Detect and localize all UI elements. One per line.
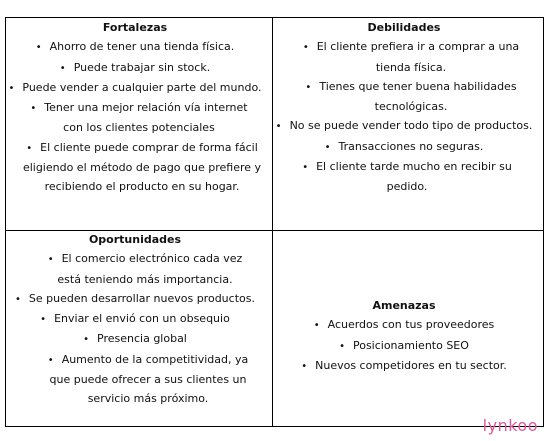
list-item: • Tener una mejor relación vía internet con los clientes potenciales <box>30 101 248 135</box>
list-item: • Se pueden desarrollar nuevos productos. <box>15 291 255 305</box>
fortalezas-list <box>8 37 262 196</box>
list-item: • Transacciones no seguras. <box>324 139 484 153</box>
bullet-icon: • <box>339 340 345 352</box>
fortalezas-quadrant <box>8 18 262 197</box>
list-item: • Enviar el envió con un obsequio <box>40 312 230 326</box>
list-item: • No se puede vender todo tipo de productos. <box>275 119 533 133</box>
bullet-icon: • <box>302 42 309 54</box>
bullet-icon: • <box>8 82 15 94</box>
list-item: • Nuevos competidores en tu sector. <box>301 358 507 372</box>
list-item: • El cliente puede comprar de forma fácil eligiendo el método de pago que prefiere y recibiendo el producto en su hogar. <box>22 140 262 194</box>
bullet-icon: • <box>305 81 312 93</box>
bullet-icon: • <box>40 314 47 326</box>
bullet-icon: • <box>301 360 308 372</box>
fortalezas-title: Fortalezas <box>102 21 168 34</box>
amenazas-title: Amenazas <box>372 299 436 312</box>
list-item: • Tienes que tener buena habilidades tecnológicas. <box>305 79 517 114</box>
debilidades-quadrant <box>275 18 533 197</box>
bullet-icon: • <box>83 334 90 346</box>
list-item: • Puede trabajar sin stock. <box>59 60 211 74</box>
list-item: • Aumento de la competitividad, ya que puede ofrecer a sus clientes un servicio más próximo. <box>47 352 249 406</box>
list-item: • Acuerdos con tus proveedores <box>313 318 495 332</box>
vertical-divider <box>272 18 273 426</box>
list-item: • El cliente tarde mucho en recibir su pedido. <box>302 160 512 194</box>
list-item: • Presencia global <box>83 332 187 346</box>
bullet-icon: • <box>275 121 282 133</box>
bullet-icon: • <box>59 62 66 74</box>
list-item: • Posicionamiento SEO <box>339 338 469 352</box>
bullet-icon: • <box>26 142 33 154</box>
oportunidades-list <box>8 249 262 408</box>
list-item: • Puede vender a cualquier parte del mundo. <box>8 80 262 94</box>
oportunidades-title: Oportunidades <box>88 233 182 246</box>
list-item: • El cliente prefiera ir a comprar a una tienda física. <box>302 40 520 74</box>
bullet-icon: • <box>35 42 42 54</box>
debilidades-list <box>275 37 533 196</box>
lynkoo-logo: lynkoo <box>482 416 538 435</box>
list-item: • Ahorro de tener una tienda física. <box>35 40 235 54</box>
list-item: • El comercio electrónico cada vez está teniendo más importancia. <box>47 252 243 286</box>
bullet-icon: • <box>324 141 331 153</box>
bullet-icon: • <box>313 320 320 332</box>
bullet-icon: • <box>302 162 309 174</box>
bullet-icon: • <box>47 354 54 366</box>
oportunidades-quadrant <box>8 230 262 409</box>
debilidades-title: Debilidades <box>367 21 441 34</box>
bullet-icon: • <box>47 254 54 266</box>
amenazas-list <box>275 315 533 376</box>
bullet-icon: • <box>30 103 37 115</box>
bullet-icon: • <box>15 293 21 305</box>
amenazas-quadrant <box>275 296 533 376</box>
